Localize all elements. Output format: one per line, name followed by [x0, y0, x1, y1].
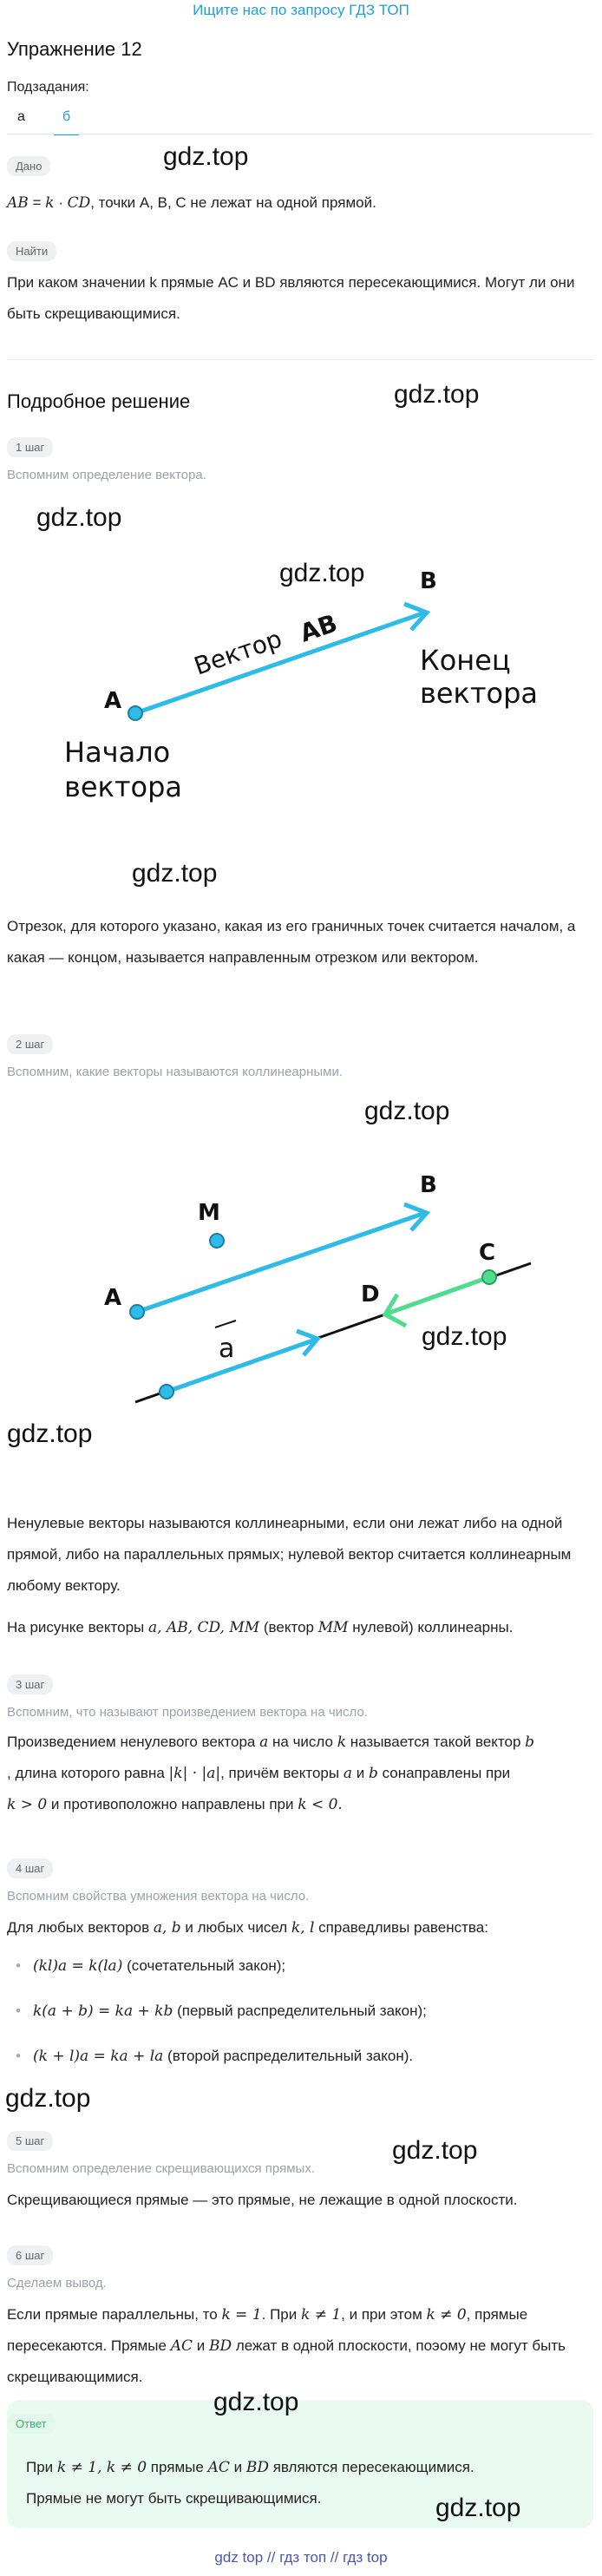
page-title: Упражнение 12	[7, 38, 142, 60]
vector-a-start-point	[160, 1385, 173, 1399]
vector-definition-figure	[0, 555, 602, 833]
conclusion-text: Если прямые параллельны, то k = 1. При k ≠ 1, и при этом k ≠ 0, прямые пересекаются. Прямые AC и BD лежат в одной плоскости, поэому не могут быть скрещивающимися.	[7, 2306, 566, 2385]
vector-caption-name: AB	[296, 608, 341, 648]
find-chip: Найти	[7, 241, 56, 261]
answer-chip: Ответ	[7, 2414, 56, 2434]
conclusion-part: и	[196, 2337, 206, 2354]
subtasks-label: Подзадания:	[7, 80, 89, 95]
product-definition: Произведением ненулевого вектора a на число k называется такой вектор b , длина которого равна |k| · |a|, причём векторы a и b сонаправлены при k > 0 и противоположно направлены при k < 0.	[7, 1734, 535, 1813]
properties-list	[7, 1943, 597, 2079]
step-2-hint: Вспомним, какие векторы называются коллинеарными.	[7, 1065, 344, 1079]
segment-definition: Отрезок, для которого указано, какая из его граничных точек считается началом, а какая — концом, называется направленным отрезком или вектором.	[7, 918, 576, 966]
collinear-definition: Ненулевые векторы называются коллинеарными, если они лежат либо на одной прямой, либо на параллельных прямых; нулевой вектор считается коллинеарным любому вектору.	[7, 1515, 572, 1594]
collinear-example-mid: (вектор	[259, 1619, 318, 1635]
end-label-2: вектора	[420, 677, 539, 710]
props-intro-part: справедливы равенства:	[318, 1919, 488, 1936]
tab-a[interactable]: а	[17, 109, 25, 124]
conclusion-part: лежат в одной плоскости, поэому не могут быть скрещивающимися.	[7, 2337, 566, 2385]
watermark: gdz.top	[392, 2136, 478, 2165]
tab-b[interactable]: б	[54, 109, 79, 135]
answer-text: При k ≠ 1, k ≠ 0 прямые AC и BD являются пересекающимися. Прямые не могут быть скрещивающимися.	[26, 2459, 474, 2507]
collinear-example-pre: На рисунке векторы	[7, 1619, 148, 1635]
answer-part: При	[26, 2459, 54, 2475]
conclusion-part: , прямые пересекаются. Прямые	[7, 2306, 528, 2354]
end-label-1: Конец	[420, 644, 511, 677]
watermark: gdz.top	[36, 503, 122, 532]
conclusion-part: . При	[261, 2306, 298, 2323]
label-a: A	[104, 688, 122, 714]
collinear-example: На рисунке векторы a, AB, CD, MM (вектор MM нулевой) коллинеарны.	[7, 1619, 514, 1636]
given-text: AB = k · CD, точки A, B, C не лежат на одной прямой.	[7, 194, 376, 212]
answer-part: и	[233, 2459, 243, 2475]
footer-links[interactable]: gdz top // гдз топ // гдз top	[214, 2549, 388, 2566]
vector-a-line	[167, 1340, 316, 1392]
watermark: gdz.top	[132, 859, 218, 888]
property-item	[33, 1943, 597, 1989]
property-item	[33, 2034, 597, 2079]
step-2-chip: 2 шаг	[7, 1034, 53, 1054]
vector-ab-line	[135, 613, 425, 713]
vector-cd-line	[387, 1277, 489, 1314]
label-m: M	[198, 1200, 220, 1226]
label-d: D	[361, 1281, 380, 1308]
given-chip: Дано	[7, 156, 50, 176]
watermark: gdz.top	[394, 380, 480, 409]
answer-part: Прямые не могут быть скрещивающимися.	[26, 2490, 322, 2507]
property-note: (второй распределительный закон).	[167, 2048, 414, 2064]
property-formula: (k + l)a = ka + la	[33, 2048, 164, 2065]
watermark: gdz.top	[364, 1097, 450, 1125]
point-m	[210, 1234, 224, 1248]
product-def-part: на число	[272, 1734, 333, 1750]
property-formula: (kl)a = k(la)	[33, 1957, 123, 1975]
step-4-hint: Вспомним свойства умножения вектора на число.	[7, 1889, 310, 1904]
product-def-part: Произведением ненулевого вектора	[7, 1734, 256, 1750]
watermark: gdz.top	[422, 1322, 507, 1351]
property-note: (сочетательный закон);	[127, 1957, 286, 1974]
watermark: gdz.top	[435, 2494, 521, 2522]
point-a	[128, 706, 142, 720]
point-a	[130, 1305, 144, 1319]
label-vector-a: a	[219, 1334, 235, 1364]
answer-part: прямые	[150, 2459, 204, 2475]
product-def-part: сонаправлены при	[382, 1765, 511, 1781]
step-3-chip: 3 шаг	[7, 1675, 53, 1694]
vector-caption: Вектор	[190, 624, 286, 681]
props-intro-part: и любых чисел	[185, 1919, 288, 1936]
vector-a-overarrow	[215, 1321, 236, 1327]
property-note: (первый распределительный закон);	[177, 2002, 427, 2019]
product-def-part: и	[356, 1765, 365, 1781]
product-def-part: называется такой вектор	[350, 1734, 521, 1750]
watermark: gdz.top	[5, 2084, 91, 2113]
step-5-hint: Вспомним определение скрещивающихся прямых.	[7, 2161, 315, 2176]
section-divider	[7, 359, 593, 360]
point-c	[482, 1270, 496, 1284]
conclusion-part: , и при этом	[341, 2306, 422, 2323]
vector-ab-line	[137, 1213, 425, 1312]
conclusion-part: Если прямые параллельны, то	[7, 2306, 218, 2323]
watermark: gdz.top	[163, 142, 249, 171]
step-5-chip: 5 шаг	[7, 2131, 53, 2151]
top-banner-link[interactable]: Ищите нас по запросу ГДЗ ТОП	[193, 2, 409, 18]
step-6-hint: Сделаем вывод.	[7, 2276, 107, 2291]
label-b: B	[420, 568, 437, 594]
step-3-hint: Вспомним, что называют произведением вектора на число.	[7, 1705, 368, 1720]
step-1-hint: Вспомним определение вектора.	[7, 468, 206, 482]
answer-part: являются пересекающимися.	[272, 2459, 474, 2475]
start-label-1: Начало	[64, 736, 171, 769]
step-6-chip: 6 шаг	[7, 2245, 53, 2265]
collinear-vectors-figure	[0, 1145, 602, 1423]
watermark: gdz.top	[213, 2388, 299, 2416]
label-b: B	[420, 1172, 437, 1198]
solution-heading: Подробное решение	[7, 390, 191, 412]
property-formula: k(a + b) = ka + kb	[33, 2002, 173, 2020]
product-def-part: , длина которого равна	[7, 1765, 165, 1781]
label-a: A	[104, 1285, 122, 1311]
given-tail: , точки A, B, C не лежат на одной прямой.	[90, 194, 376, 211]
collinear-example-post: нулевой) коллинеарны.	[348, 1619, 514, 1635]
step-4-chip: 4 шаг	[7, 1858, 53, 1878]
start-label-2: вектора	[64, 770, 183, 803]
product-def-part: , причём векторы	[220, 1765, 340, 1781]
props-intro-part: Для любых векторов	[7, 1919, 150, 1936]
label-c: C	[479, 1240, 496, 1266]
step-1-chip: 1 шаг	[7, 437, 53, 457]
property-item	[33, 1989, 597, 2034]
find-text: При каком значении k прямые AC и BD являются пересекающимися. Могут ли они быть скрещивающимися.	[7, 274, 575, 322]
properties-intro: Для любых векторов a, b и любых чисел k, l справедливы равенства:	[7, 1919, 488, 1937]
watermark: gdz.top	[279, 559, 365, 587]
watermark: gdz.top	[7, 1419, 93, 1448]
product-def-part: и противоположно направлены при	[50, 1796, 294, 1812]
skew-definition: Скрещивающиеся прямые — это прямые, не лежащие в одной плоскости.	[7, 2192, 518, 2208]
